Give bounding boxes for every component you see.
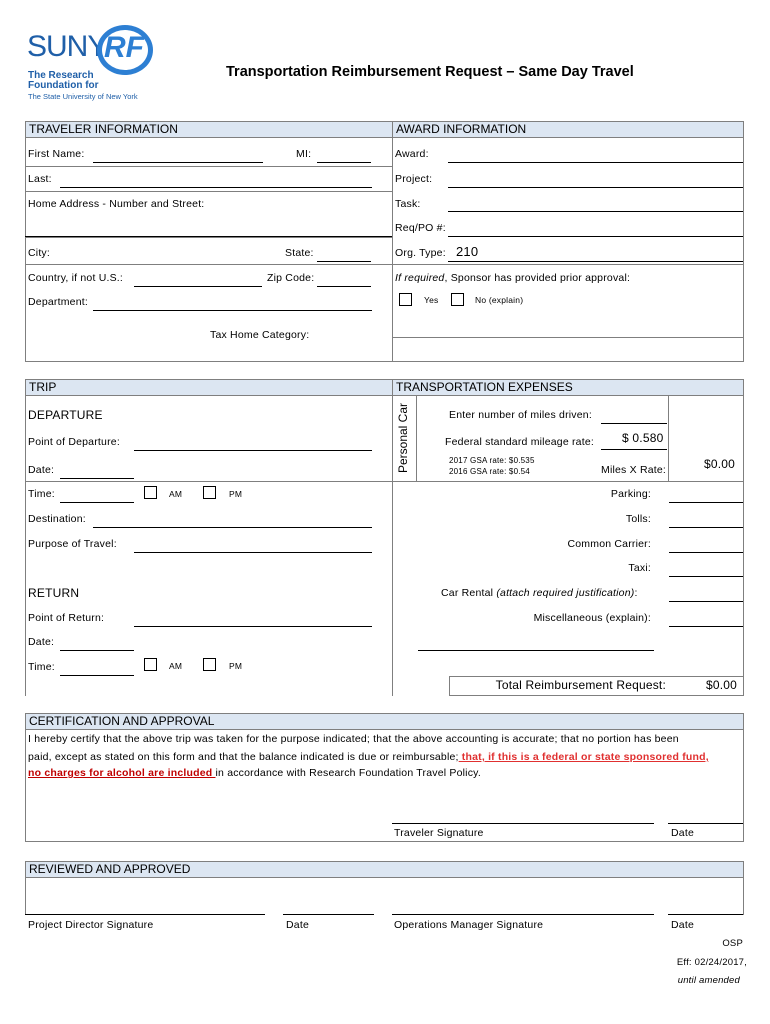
return-date-field[interactable] bbox=[60, 650, 134, 651]
mileage-rate-field bbox=[601, 449, 667, 450]
task-label: Task: bbox=[395, 198, 421, 210]
certification-line1: I hereby certify that the above trip was taken for the purpose indicated; that the above accounting is accurate; that no portion has been bbox=[28, 733, 679, 745]
parking-field[interactable] bbox=[669, 502, 743, 503]
divider bbox=[25, 191, 393, 192]
state-field[interactable] bbox=[317, 261, 371, 262]
last-name-field[interactable] bbox=[60, 187, 372, 188]
project-field[interactable] bbox=[448, 187, 743, 188]
country-label: Country, if not U.S.: bbox=[28, 272, 124, 284]
department-field[interactable] bbox=[93, 310, 372, 311]
certification-line2-text: paid, except as stated on this form and that the balance indicated is due or reimbursable; bbox=[28, 751, 459, 763]
departure-pm-checkbox[interactable] bbox=[203, 486, 216, 499]
home-address-field[interactable] bbox=[25, 236, 393, 237]
certification-line3-text: in accordance with Research Foundation Travel Policy. bbox=[215, 767, 481, 779]
if-required-text: If required bbox=[395, 272, 445, 284]
divider bbox=[25, 264, 393, 265]
point-departure-label: Point of Departure: bbox=[28, 436, 120, 448]
common-carrier-field[interactable] bbox=[669, 552, 743, 553]
divider bbox=[25, 237, 393, 238]
city-label: City: bbox=[28, 247, 50, 259]
tolls-label: Tolls: bbox=[625, 513, 651, 525]
mi-label: MI: bbox=[296, 148, 312, 160]
yes-checkbox[interactable] bbox=[399, 293, 412, 306]
country-field[interactable] bbox=[134, 286, 262, 287]
pd-signature-label: Project Director Signature bbox=[28, 919, 154, 931]
footer-until: until amended bbox=[677, 975, 740, 986]
divider bbox=[392, 337, 744, 338]
yes-label: Yes bbox=[424, 295, 439, 305]
purpose-label: Purpose of Travel: bbox=[28, 538, 117, 550]
award-header: AWARD INFORMATION bbox=[392, 121, 744, 138]
suny-wordmark: SUNY bbox=[27, 30, 107, 63]
departure-time-field[interactable] bbox=[60, 502, 134, 503]
taxi-field[interactable] bbox=[669, 576, 743, 577]
mileage-rate-label: Federal standard mileage rate: bbox=[445, 436, 594, 448]
point-return-field[interactable] bbox=[134, 626, 372, 627]
divider bbox=[25, 481, 393, 482]
divider bbox=[392, 481, 744, 482]
no-label: No (explain) bbox=[475, 295, 524, 305]
org-type-label: Org. Type: bbox=[395, 247, 446, 259]
no-checkbox[interactable] bbox=[451, 293, 464, 306]
traveler-signature-label: Traveler Signature bbox=[394, 827, 484, 839]
departure-time-label: Time: bbox=[28, 488, 55, 500]
rf-mark: RF bbox=[104, 31, 144, 64]
last-label: Last: bbox=[28, 173, 52, 185]
transport-header: TRANSPORTATION EXPENSES bbox=[392, 379, 744, 396]
total-label: Total Reimbursement Request: bbox=[495, 678, 666, 692]
divider bbox=[25, 166, 393, 167]
home-address-label: Home Address - Number and Street: bbox=[28, 198, 205, 210]
award-field[interactable] bbox=[448, 162, 743, 163]
misc-label: Miscellaneous (explain): bbox=[533, 612, 651, 624]
personal-car-label: Personal Car bbox=[396, 402, 410, 474]
zip-field[interactable] bbox=[317, 286, 371, 287]
tax-home-label: Tax Home Category: bbox=[210, 329, 310, 341]
reqpo-field[interactable] bbox=[448, 236, 743, 237]
departure-heading: DEPARTURE bbox=[28, 408, 103, 422]
reviewed-section bbox=[25, 878, 744, 915]
miles-driven-field[interactable] bbox=[601, 423, 667, 424]
departure-date-label: Date: bbox=[28, 464, 55, 476]
first-name-label: First Name: bbox=[28, 148, 85, 160]
miles-x-rate-label: Miles X Rate: bbox=[601, 464, 667, 476]
ops-signature-field[interactable] bbox=[392, 914, 654, 915]
logo-line3: The State University of New York bbox=[28, 92, 138, 101]
tolls-field[interactable] bbox=[669, 527, 743, 528]
departure-am-label: AM bbox=[169, 489, 183, 499]
zip-label: Zip Code: bbox=[267, 272, 315, 284]
car-rental-field[interactable] bbox=[669, 601, 743, 602]
miles-driven-label: Enter number of miles driven: bbox=[449, 409, 592, 421]
sponsor-approval-text bbox=[395, 272, 630, 284]
certification-header: CERTIFICATION AND APPROVAL bbox=[25, 713, 744, 730]
gsa-2016-rate: 2016 GSA rate: $0.54 bbox=[449, 467, 530, 476]
return-pm-label: PM bbox=[229, 661, 243, 671]
trip-header: TRIP bbox=[25, 379, 393, 396]
org-type-value: 210 bbox=[456, 244, 479, 259]
project-label: Project: bbox=[395, 173, 433, 185]
traveler-section bbox=[25, 138, 393, 362]
certification-line2 bbox=[28, 751, 709, 763]
car-rental-label bbox=[441, 587, 638, 599]
traveler-date-label: Date bbox=[671, 827, 694, 839]
point-departure-field[interactable] bbox=[134, 450, 372, 451]
divider bbox=[668, 396, 669, 481]
destination-label: Destination: bbox=[28, 513, 86, 525]
divider bbox=[392, 264, 744, 265]
certification-line2-red: that, if this is a federal or state sponsored fund, bbox=[458, 751, 709, 763]
parking-label: Parking: bbox=[610, 488, 651, 500]
total-value: $0.00 bbox=[706, 678, 738, 692]
mileage-rate-value: $ 0.580 bbox=[622, 431, 664, 445]
logo-line1: The Research bbox=[28, 70, 94, 81]
miles-x-rate-total: $0.00 bbox=[704, 457, 736, 471]
misc-explain-field[interactable] bbox=[418, 650, 654, 651]
org-type-field[interactable] bbox=[448, 261, 743, 262]
first-name-field[interactable] bbox=[93, 162, 263, 163]
mi-field[interactable] bbox=[317, 162, 371, 163]
pd-date-label: Date bbox=[286, 919, 309, 931]
car-rental-colon: : bbox=[634, 587, 638, 599]
task-field[interactable] bbox=[448, 211, 743, 212]
pd-signature-field[interactable] bbox=[25, 914, 265, 915]
logo-line2: Foundation for bbox=[28, 80, 99, 91]
return-am-checkbox[interactable] bbox=[144, 658, 157, 671]
car-rental-text: Car Rental bbox=[441, 587, 494, 599]
state-label: State: bbox=[285, 247, 314, 259]
sponsor-text: , Sponsor has provided prior approval: bbox=[444, 272, 631, 284]
traveler-header: TRAVELER INFORMATION bbox=[25, 121, 393, 138]
return-pm-checkbox[interactable] bbox=[203, 658, 216, 671]
certification-alcohol-text: no charges for alcohol are included bbox=[28, 767, 216, 779]
ops-signature-label: Operations Manager Signature bbox=[394, 919, 544, 931]
return-heading: RETURN bbox=[28, 586, 80, 600]
car-rental-note: (attach required justification) bbox=[496, 587, 635, 599]
award-label: Award: bbox=[395, 148, 429, 160]
traveler-date-field[interactable] bbox=[668, 823, 743, 824]
pd-date-field[interactable] bbox=[283, 914, 374, 915]
return-am-label: AM bbox=[169, 661, 183, 671]
reviewed-header: REVIEWED AND APPROVED bbox=[25, 861, 744, 878]
footer-eff: Eff: 02/24/2017, bbox=[676, 957, 747, 968]
departure-am-checkbox[interactable] bbox=[144, 486, 157, 499]
purpose-field[interactable] bbox=[134, 552, 372, 553]
divider bbox=[416, 396, 417, 481]
footer-osp: OSP bbox=[722, 938, 743, 949]
departure-date-field[interactable] bbox=[60, 478, 134, 479]
reqpo-label: Req/PO #: bbox=[395, 222, 446, 234]
certification-section bbox=[25, 730, 744, 842]
traveler-signature-field[interactable] bbox=[392, 823, 654, 824]
page-title: Transportation Reimbursement Request – Same Day Travel bbox=[226, 64, 634, 80]
department-label: Department: bbox=[28, 296, 88, 308]
return-time-field[interactable] bbox=[60, 675, 134, 676]
return-time-label: Time: bbox=[28, 661, 55, 673]
return-date-label: Date: bbox=[28, 636, 55, 648]
ops-date-label: Date bbox=[671, 919, 694, 931]
ops-date-field[interactable] bbox=[668, 914, 743, 915]
point-return-label: Point of Return: bbox=[28, 612, 105, 624]
certification-line3 bbox=[28, 767, 481, 779]
destination-field[interactable] bbox=[93, 527, 372, 528]
departure-pm-label: PM bbox=[229, 489, 243, 499]
misc-field[interactable] bbox=[669, 626, 743, 627]
gsa-2017-rate: 2017 GSA rate: $0.535 bbox=[449, 456, 535, 465]
common-carrier-label: Common Carrier: bbox=[567, 538, 651, 550]
taxi-label: Taxi: bbox=[628, 562, 651, 574]
